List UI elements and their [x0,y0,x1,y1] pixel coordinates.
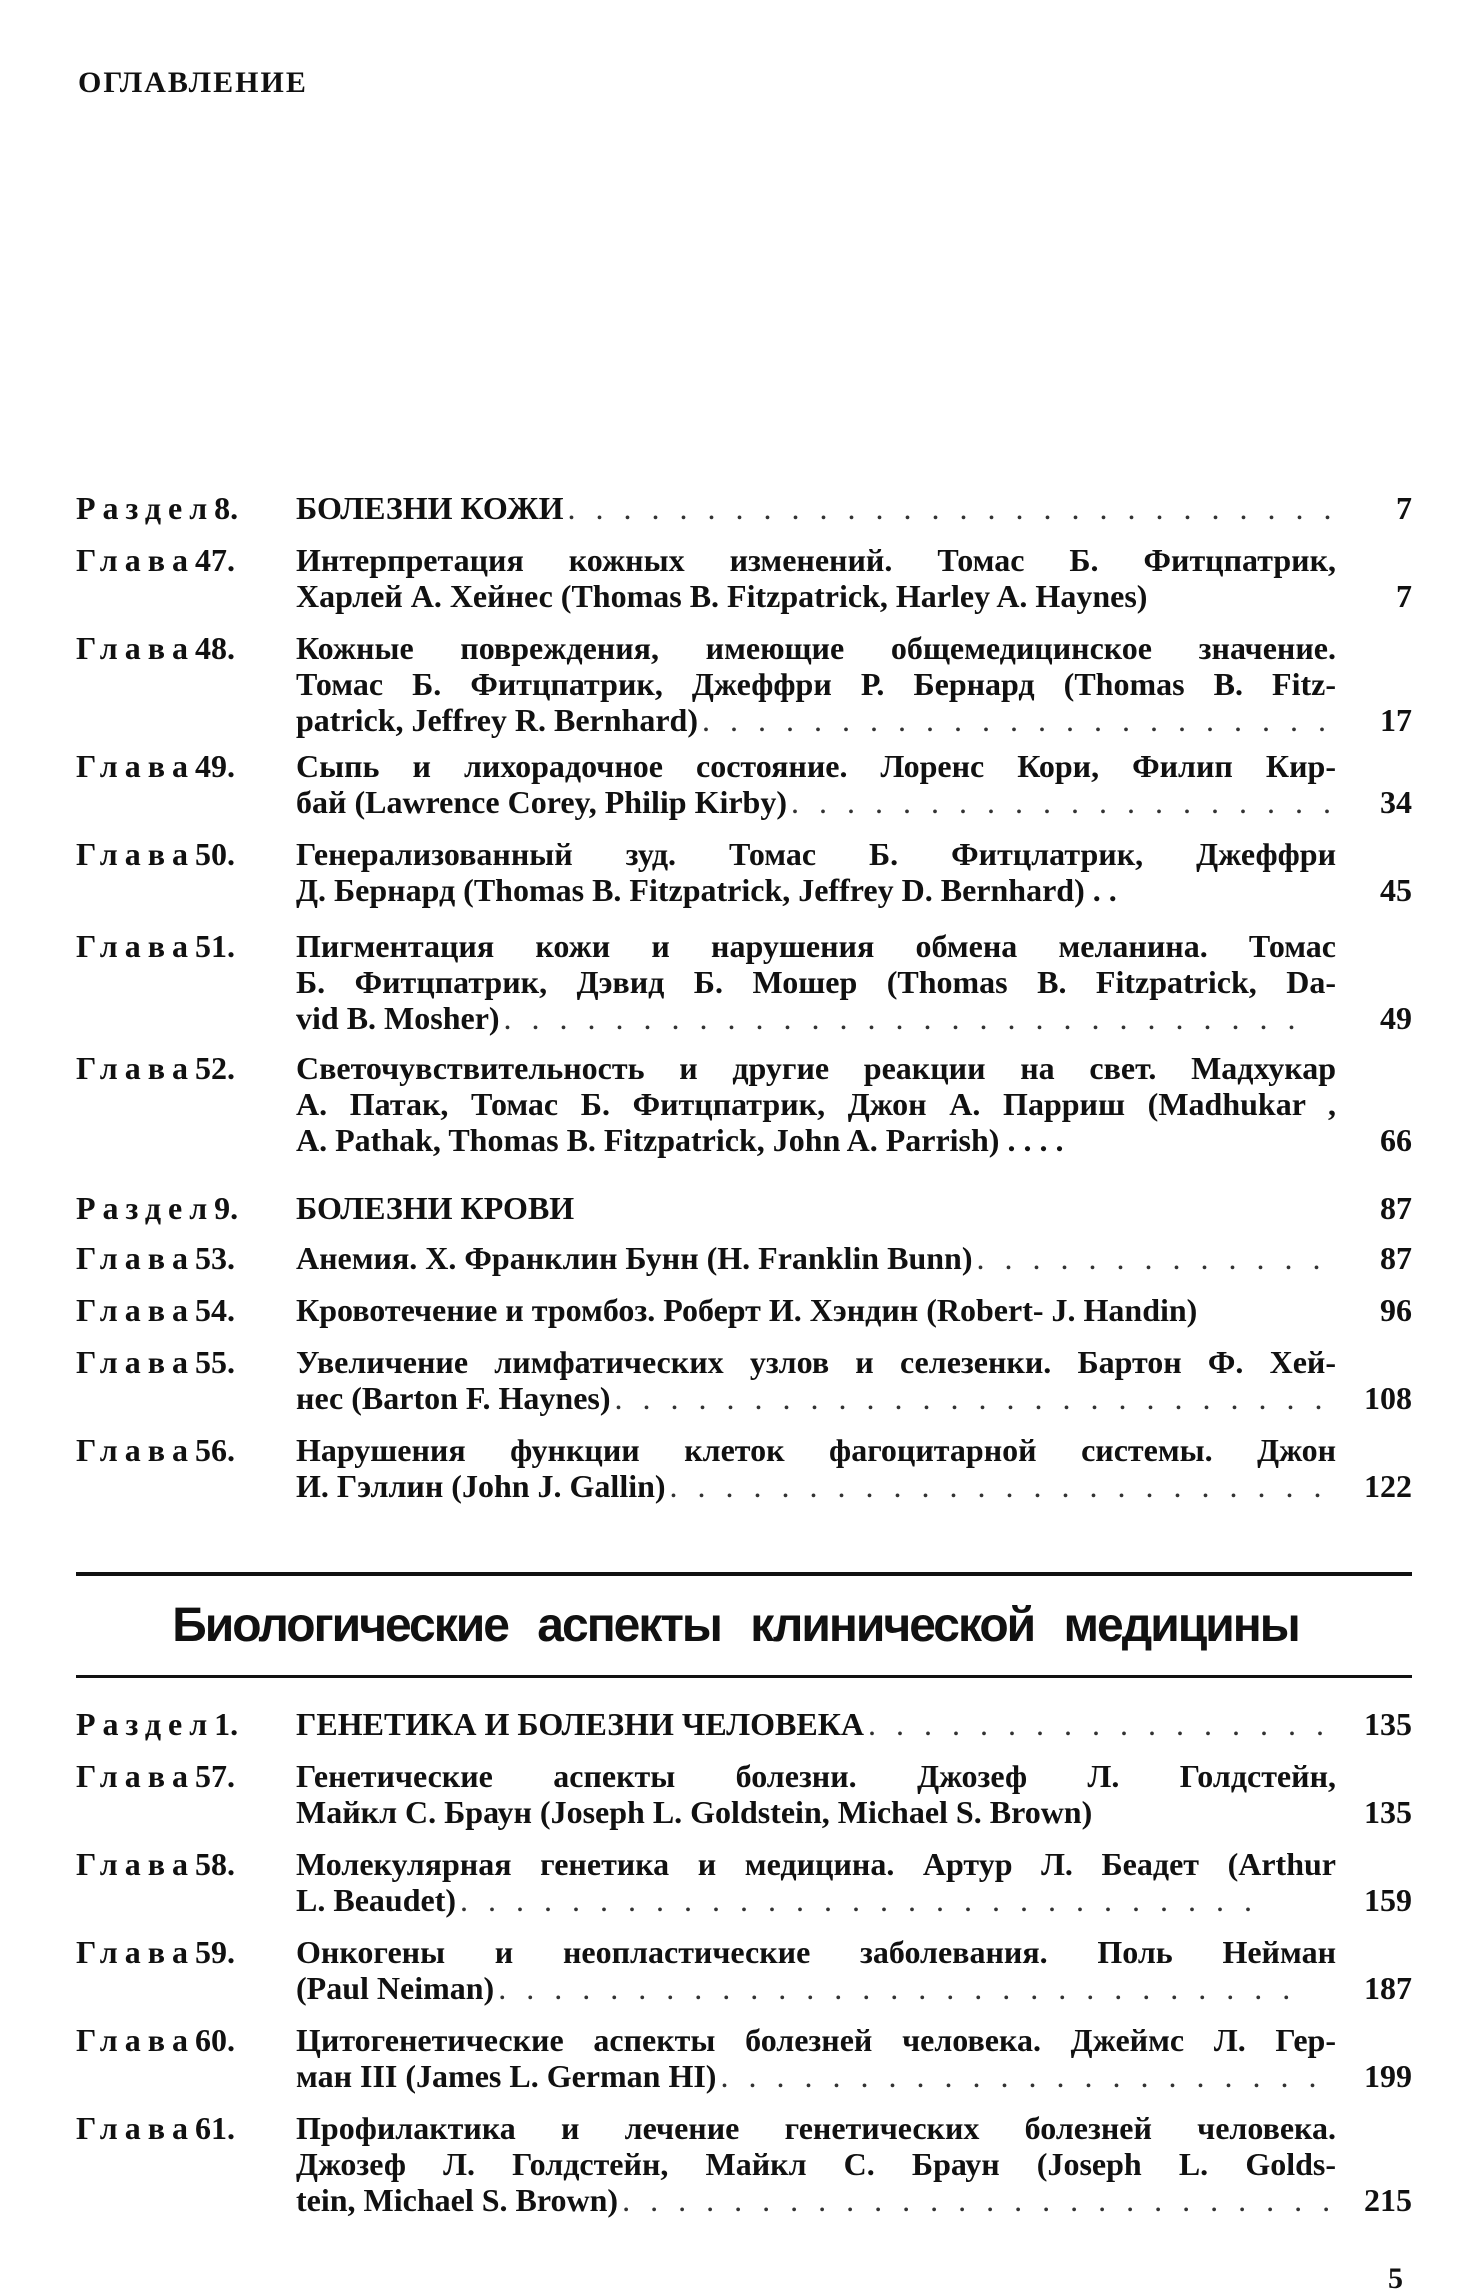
page-number: 5 [1388,2262,1403,2295]
entry-title-line: И. Гэллин (John J. Gallin) . . [296,1468,1336,1504]
entry-title-line: patrick, Jeffrey R. Bernhard) . . [296,702,1336,738]
entry-title-line: ман III (James L. German HI) . . [296,2058,1336,2094]
entry-title-line: Анемия. X. Франклин Бунн (H. Franklin Bunn) . . [296,1240,1336,1276]
entry-label-number: 49. [194,748,235,784]
toc-entry [76,1846,1412,1918]
toc-entry [76,542,1412,614]
entry-label-number: 60. [194,2022,235,2058]
entry-title-line: Молекулярная генетика и медицина. Артур Л. Беадет (Arthur [296,1846,1336,1882]
entry-title-line: tein, Michael S. Brown) . . [296,2182,1336,2218]
entry-label [76,1190,238,1226]
entry-title-line: БОЛЕЗНИ КОЖИ . . [296,490,1336,526]
entry-label-word: Глава [76,1934,195,1970]
entry-title-line: Увеличение лимфатических узлов и селезенки. Бартон Ф. Хей- [296,1344,1336,1380]
toc-entry [76,2022,1412,2094]
entry-label-number: 55. [194,1344,235,1380]
entry-title-line: Кровотечение и тромбоз. Роберт И. Хэндин (Robert- J. Handin) [296,1292,1198,1328]
entry-label-word: Глава [76,2110,195,2146]
toc-entry [76,1292,1412,1328]
entry-title-line: Джозеф Л. Голдстейн, Майкл С. Браун (Joseph L. Golds- [296,2146,1336,2182]
entry-label-word: Глава [76,2022,195,2058]
entry-title-line: A. Pathak, Thomas B. Fitzpatrick, John A. Parrish) . . . . [296,1122,1064,1158]
entry-label-number: 56. [194,1432,235,1468]
entry-label [76,2022,235,2058]
entry-title-line: Харлей А. Хейнес (Thomas B. Fitzpatrick, Harley A. Haynes) [296,578,1148,614]
part-rule-top [76,1572,1412,1576]
entry-page-number: 7 [1396,578,1412,614]
entry-title [296,630,1336,738]
entry-title [296,2022,1336,2094]
entry-label-word: Глава [76,1292,195,1328]
entry-label [76,1292,235,1328]
entry-title [296,748,1336,820]
entry-title [296,1292,1336,1328]
toc-entry [76,1190,1412,1226]
entry-title [296,1050,1336,1158]
entry-title-line: Светочувствительность и другие реакции на свет. Мадхукар [296,1050,1336,1086]
entry-title-line: А. Патак, Томас Б. Фитцпатрик, Джон А. Парриш (Madhukar , [296,1086,1336,1122]
entry-label-word: Глава [76,836,195,872]
page-heading: ОГЛАВЛЕНИЕ [78,66,308,99]
entry-label-number: 53. [194,1240,235,1276]
entry-title-line: Генетические аспекты болезни. Джозеф Л. Голдстейн, [296,1758,1336,1794]
entry-page-number: 34 [1380,784,1412,820]
entry-title [296,1190,1336,1226]
entry-title [296,490,1336,526]
entry-page-number: 159 [1364,1882,1412,1918]
entry-page-number: 135 [1364,1706,1412,1742]
entry-label-word: Глава [76,1050,195,1086]
toc-entry [76,490,1412,526]
entry-label [76,1344,235,1380]
toc-entry [76,748,1412,820]
entry-label [76,1240,235,1276]
entry-label-word: Раздел [76,1706,215,1742]
entry-title [296,1706,1336,1742]
entry-label [76,1758,235,1794]
entry-label [76,928,235,964]
entry-title [296,1758,1336,1830]
entry-label-word: Глава [76,1758,195,1794]
toc-entry [76,1240,1412,1276]
entry-title-line: Сыпь и лихорадочное состояние. Лоренс Кори, Филип Кир- [296,748,1336,784]
entry-page-number: 87 [1380,1190,1412,1226]
entry-title-line: vid B. Mosher) . . [296,1000,1336,1036]
entry-label [76,1846,235,1882]
toc-entry [76,1050,1412,1158]
entry-title-line: Генерализованный зуд. Томас Б. Фитцлатрик, Джеффри [296,836,1336,872]
entry-page-number: 96 [1380,1292,1412,1328]
entry-label-word: Глава [76,542,195,578]
entry-label [76,836,235,872]
entry-title [296,1934,1336,2006]
entry-title [296,836,1336,908]
entry-page-number: 66 [1380,1122,1412,1158]
entry-title-line: бай (Lawrence Corey, Philip Kirby) . . [296,784,1336,820]
toc-entry [76,1344,1412,1416]
entry-title-line: Нарушения функции клеток фагоцитарной системы. Джон [296,1432,1336,1468]
toc-entry [76,1432,1412,1504]
toc-entry [76,928,1412,1036]
entry-page-number: 7 [1396,490,1412,526]
entry-page-number: 108 [1364,1380,1412,1416]
part-rule-bottom [76,1675,1412,1678]
toc-entry [76,1758,1412,1830]
entry-page-number: 49 [1380,1000,1412,1036]
entry-page-number: 45 [1380,872,1412,908]
entry-label-number: 52. [194,1050,235,1086]
entry-title [296,928,1336,1036]
entry-label [76,1432,235,1468]
entry-title-line: Онкогены и неопластические заболевания. Поль Нейман [296,1934,1336,1970]
entry-label-number: 54. [194,1292,235,1328]
entry-label-word: Глава [76,1344,195,1380]
entry-page-number: 122 [1364,1468,1412,1504]
entry-title [296,2110,1336,2218]
entry-title-line: Кожные повреждения, имеющие общемедицинское значение. [296,630,1336,666]
entry-title-line: Интерпретация кожных изменений. Томас Б. Фитцпатрик, [296,542,1336,578]
entry-label-word: Глава [76,748,195,784]
toc-entry [76,1706,1412,1742]
entry-label-word: Глава [76,1240,195,1276]
entry-label-number: 8. [214,490,239,526]
entry-label-number: 57. [194,1758,235,1794]
entry-title-line: нес (Barton F. Haynes) . . [296,1380,1336,1416]
toc-entry [76,1934,1412,2006]
entry-title-line: Б. Фитцпатрик, Дэвид Б. Мошер (Thomas B. Fitzpatrick, Da- [296,964,1336,1000]
toc-entry [76,630,1412,738]
entry-title-line: (Paul Neiman) . . [296,1970,1336,2006]
entry-title-line: ГЕНЕТИКА И БОЛЕЗНИ ЧЕЛОВЕКА . . [296,1706,1336,1742]
entry-label-word: Глава [76,1846,195,1882]
entry-page-number: 199 [1364,2058,1412,2094]
entry-title-line: Цитогенетические аспекты болезней человека. Джеймс Л. Гер- [296,2022,1336,2058]
entry-label-number: 51. [194,928,235,964]
entry-title [296,1432,1336,1504]
entry-label [76,1050,235,1086]
entry-label-word: Глава [76,928,195,964]
entry-label-number: 1. [214,1706,239,1742]
entry-label-word: Глава [76,1432,195,1468]
entry-label-word: Раздел [76,1190,215,1226]
entry-label [76,1706,238,1742]
entry-label-word: Раздел [76,490,215,526]
entry-label-word: Глава [76,630,195,666]
entry-label [76,630,235,666]
entry-title-line: Майкл С. Браун (Joseph L. Goldstein, Michael S. Brown) [296,1794,1093,1830]
entry-title-line: Томас Б. Фитцпатрик, Джеффри Р. Бернард (Thomas B. Fitz- [296,666,1336,702]
entry-page-number: 135 [1364,1794,1412,1830]
entry-title-line: Профилактика и лечение генетических болезней человека. [296,2110,1336,2146]
entry-page-number: 17 [1380,702,1412,738]
entry-label [76,490,238,526]
entry-title [296,1846,1336,1918]
entry-label-number: 50. [194,836,235,872]
entry-label [76,542,235,578]
entry-label-number: 59. [194,1934,235,1970]
entry-label-number: 47. [194,542,235,578]
entry-title [296,1344,1336,1416]
entry-label-number: 48. [194,630,235,666]
entry-label [76,748,235,784]
part-title: Биологические аспекты клинической медицины [172,1599,1299,1652]
entry-label [76,1934,235,1970]
entry-title-line: L. Beaudet) . . [296,1882,1336,1918]
entry-label-number: 9. [214,1190,239,1226]
entry-label-number: 58. [194,1846,235,1882]
entry-page-number: 187 [1364,1970,1412,2006]
entry-title [296,542,1336,614]
entry-title-line: Пигментация кожи и нарушения обмена меланина. Томас [296,928,1336,964]
entry-page-number: 215 [1364,2182,1412,2218]
entry-title [296,1240,1336,1276]
entry-page-number: 87 [1380,1240,1412,1276]
entry-title-line: Д. Бернард (Thomas B. Fitzpatrick, Jeffrey D. Bernhard) . . [296,872,1117,908]
entry-label [76,2110,235,2146]
toc-entry [76,2110,1412,2218]
entry-label-number: 61. [194,2110,235,2146]
toc-entry [76,836,1412,908]
entry-title-line: БОЛЕЗНИ КРОВИ [296,1190,575,1226]
